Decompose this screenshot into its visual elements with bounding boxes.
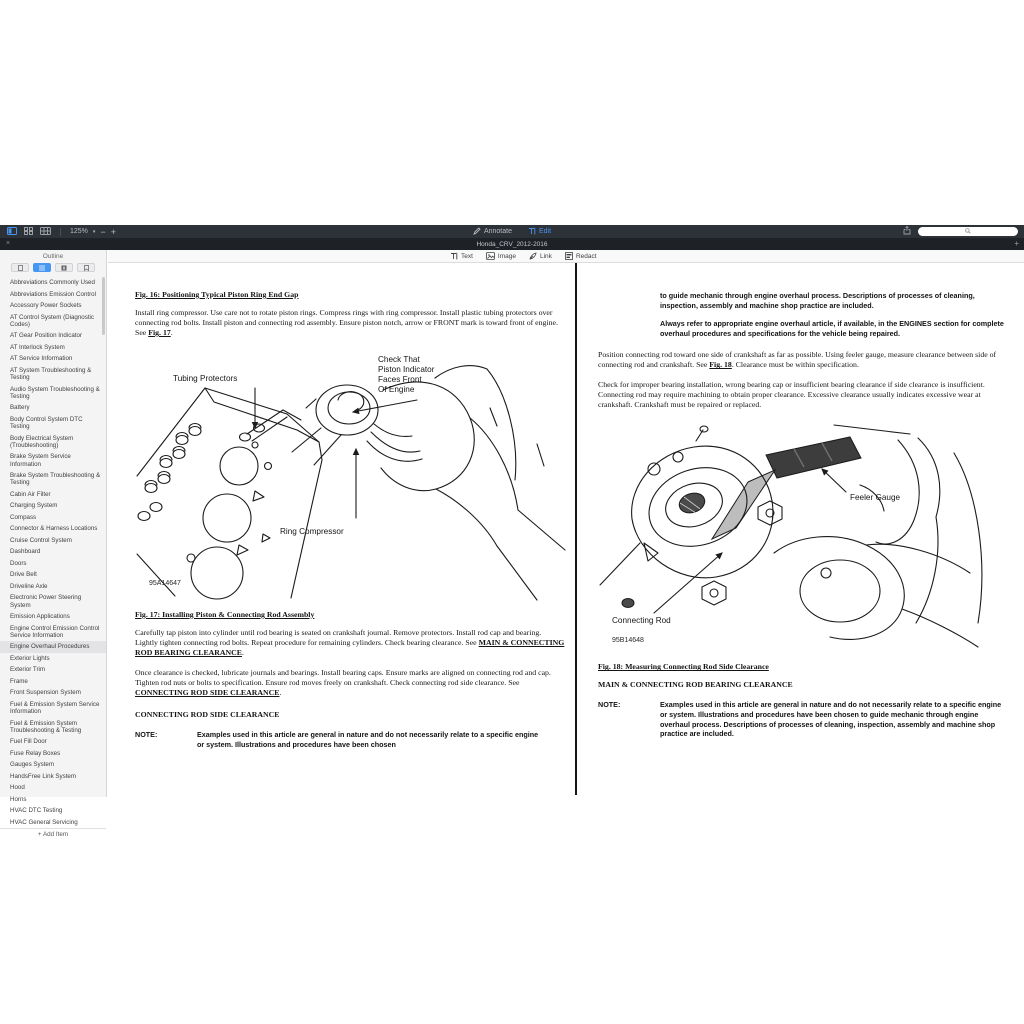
outline-item[interactable]: Brake System Troubleshooting & Testing — [10, 472, 101, 487]
page-right — [598, 291, 1011, 749]
note-text: Examples used in this article are general in nature and do not necessarily relate to a specific engine or system. Illustrations and procedures have been chosen to guide mechanic through engine overhaul process. Descriptions of processes of cleaning, inspection, assembly and machine shop practice are included. — [660, 700, 1002, 739]
outline-item[interactable]: AT Interlock System — [10, 343, 65, 351]
outline-item[interactable]: HVAC General Servicing — [10, 818, 78, 826]
outline-item[interactable]: Engine Control Emission Control Service Information — [10, 624, 100, 639]
fig18-reference-link[interactable]: Fig. 18 — [709, 360, 732, 370]
outline-item[interactable]: HVAC DTC Testing — [10, 807, 63, 815]
paragraph-position-rod: Position connecting rod toward one side of crankshaft as far as possible. Using feeler gauge, measure clearance between side of connecting rod and crankshaft. See Fig. 18. Clearance must be within specification. — [598, 350, 997, 370]
section-heading-main-bearing: MAIN & CONNECTING ROD BEARING CLEARANCE — [598, 680, 793, 690]
tab-bar — [0, 238, 1024, 250]
outline-item[interactable]: Fuel Fill Door — [10, 738, 47, 746]
fig16-label-tubing-protectors: Tubing Protectors — [173, 374, 238, 383]
edit-button[interactable]: Edit — [528, 227, 551, 237]
page-left — [135, 290, 565, 759]
outline-item[interactable]: Abbreviations Emission Control — [10, 290, 96, 298]
document-tab-title[interactable]: Honda_CRV_2012-2016 — [476, 240, 548, 248]
page-divider — [575, 263, 577, 795]
sidebar-scrollbar[interactable] — [102, 277, 105, 335]
link-icon — [529, 252, 537, 262]
add-item-button[interactable]: + Add Item — [0, 828, 106, 840]
note-label: NOTE: — [598, 700, 621, 710]
outline-item[interactable]: Emission Applications — [10, 613, 70, 621]
paragraph-install-compressor: Install ring compressor. Use care not to rotate piston rings. Compress rings with ring compressor. Install plastic tubing protectors over connecting rod bolts. Install piston and connecting rod assembly. Ensure piston notch, arrow or FRONT mark is toward front of engine. See Fig. 17. — [135, 308, 558, 337]
outline-item[interactable]: Audio System Troubleshooting & Testing — [10, 385, 100, 400]
outline-item[interactable]: Cabin Air Filter — [10, 490, 51, 498]
sidebar-list — [0, 275, 106, 828]
redact-icon — [565, 252, 573, 262]
tab-close-button[interactable]: × — [6, 240, 11, 247]
new-tab-button[interactable]: + — [1014, 239, 1019, 248]
outline-item[interactable]: Driveline Axle — [10, 582, 48, 590]
tab-annotations[interactable] — [55, 263, 73, 272]
outline-item[interactable]: Exterior Lights — [10, 654, 50, 662]
fig16-heading[interactable]: Fig. 16: Positioning Typical Piston Ring End Gap — [135, 290, 299, 299]
image-icon — [486, 252, 495, 262]
rod-side-clearance-link[interactable]: CONNECTING ROD SIDE CLEARANCE — [135, 688, 280, 697]
outline-item[interactable]: Cruise Control System — [10, 536, 72, 544]
tab-thumbnails[interactable] — [11, 263, 29, 272]
main-bearing-clearance-link[interactable]: MAIN & CONNECTING ROD BEARING CLEARANCE — [135, 638, 565, 657]
outline-item[interactable]: Gauges System — [10, 761, 55, 769]
image-tool-button[interactable]: Image — [486, 252, 516, 262]
fig16-number: 95A14647 — [149, 580, 181, 587]
outline-item[interactable]: Engine Overhaul Procedures — [0, 641, 106, 652]
tab-bookmarks[interactable] — [77, 263, 95, 272]
pencil-icon — [473, 227, 481, 237]
note-always-refer: Always refer to appropriate engine overhaul article, if available, in the ENGINES section for complete overhaul procedures and specifications for the vehicle being repaired. — [660, 319, 1004, 338]
fig16-label-check-line3: Faces Front — [378, 375, 422, 384]
chevron-down-icon[interactable]: ▾ — [92, 228, 96, 235]
fig16-label-check-line4: Of Engine — [378, 385, 415, 394]
outline-item[interactable]: Doors — [10, 559, 27, 567]
fig17-reference-link[interactable]: Fig. 17 — [148, 328, 171, 337]
outline-item[interactable]: Exterior Trim — [10, 666, 46, 674]
outline-item[interactable]: Brake System Service Information — [10, 453, 71, 468]
fig18-number: 95B14648 — [612, 637, 644, 645]
text-edit-icon — [528, 227, 536, 237]
outline-item[interactable]: HandsFree Link System — [10, 772, 77, 780]
fig16-label-check-line1: Check That — [378, 355, 420, 364]
outline-item[interactable]: Battery — [10, 404, 30, 412]
outline-item[interactable]: Fuel & Emission System Service Information — [10, 700, 100, 716]
fig18-label-feeler-gauge: Feeler Gauge — [850, 493, 901, 503]
outline-item[interactable]: AT System Troubleshooting & Testing — [10, 366, 92, 382]
outline-item[interactable]: Connector & Harness Locations — [10, 525, 98, 533]
outline-item[interactable]: AT Service Information — [10, 355, 73, 363]
fig17-heading[interactable]: Fig. 17: Installing Piston & Connecting Rod Assembly — [135, 610, 315, 619]
outline-item[interactable]: Body Control System DTC Testing — [10, 415, 83, 431]
zoom-out-button[interactable]: − — [100, 226, 106, 237]
paragraph-once-clearance: Once clearance is checked, lubricate journals and bearings. Install bearing caps. Ensure marks are aligned on connecting rod and cap. Tighten rod nuts or bolts to specification. Ensure rod moves freely on crankshaft. Check connecting rod side clearance. See CONNECTING ROD SIDE CLEARANCE. — [135, 668, 551, 697]
outline-item[interactable]: Fuel & Emission System Troubleshooting & Testing — [10, 719, 82, 734]
section-heading-rod-side-clearance: CONNECTING ROD SIDE CLEARANCE — [135, 710, 280, 719]
fig18-illustration — [598, 423, 1011, 648]
fig18-label-connecting-rod: Connecting Rod — [612, 616, 671, 626]
main-toolbar — [0, 225, 1024, 238]
note-text: Examples used in this article are general in nature and do not necessarily relate to a specific engine or system. Illustrations and procedures have been chosen — [197, 730, 539, 749]
outline-item[interactable]: AT Control System (Diagnostic Codes) — [10, 313, 95, 328]
outline-item[interactable]: Fuse Relay Boxes — [10, 749, 61, 757]
outline-item[interactable]: Accessory Power Sockets — [10, 302, 82, 310]
fig16-illustration — [135, 348, 565, 600]
fig18-heading[interactable]: Fig. 18: Measuring Connecting Rod Side Clearance — [598, 662, 769, 672]
note-block-left — [135, 730, 565, 749]
outline-item[interactable]: Abbreviations Commonly Used — [10, 279, 95, 287]
note-label: NOTE: — [135, 730, 158, 739]
note-continuation: to guide mechanic through engine overhaul process. Descriptions of processes of cleaning, inspection, assembly and machine shop practice are included. — [660, 291, 975, 310]
outline-item[interactable]: Charging System — [10, 502, 58, 510]
annotate-button[interactable]: Annotate — [473, 227, 512, 237]
outline-item[interactable]: Body Electrical System (Troubleshooting) — [10, 434, 74, 449]
outline-item[interactable]: Drive Belt — [10, 571, 37, 579]
outline-item[interactable]: Compass — [10, 513, 37, 521]
redact-tool-button[interactable]: Redact — [565, 252, 597, 262]
edit-toolbar — [108, 250, 1024, 263]
tab-outline[interactable] — [33, 263, 51, 272]
fig16-label-check-line2: Piston Indicator — [378, 365, 435, 374]
sidebar-title: Outline — [42, 253, 64, 260]
paragraph-tap-piston: Carefully tap piston into cylinder until rod bearing is seated on crankshaft journal. Remove protectors. Install rod cap and bearing. Lightly tighten connecting rod bolts. Repeat procedure for remaining cylinders. Check bearing clearance. See MAIN & CONNECTING ROD BEARING CLEARANCE. — [135, 628, 565, 657]
outline-item[interactable]: Dashboard — [10, 548, 41, 556]
fig16-label-ring-compressor: Ring Compressor — [280, 527, 344, 536]
outline-item[interactable]: AT Gear Position Indicator — [10, 332, 82, 340]
link-tool-button[interactable]: Link — [529, 252, 552, 262]
zoom-in-button[interactable]: + — [110, 226, 116, 237]
text-tool-icon — [450, 252, 458, 262]
sidebar — [0, 250, 107, 839]
zoom-level[interactable]: 125% — [70, 228, 88, 235]
outline-item[interactable]: Horns — [10, 795, 27, 803]
outline-item[interactable]: Frame — [10, 677, 28, 685]
note-block-right — [598, 700, 1011, 738]
outline-item[interactable]: Electronic Power Steering System — [10, 594, 82, 609]
sidebar-view-tabs — [0, 262, 106, 275]
outline-item[interactable]: Hood — [10, 784, 25, 792]
text-tool-button[interactable]: Text — [450, 252, 473, 262]
outline-item[interactable]: Front Suspension System — [10, 689, 81, 697]
paragraph-check-bearing: Check for improper bearing installation, wrong bearing cap or insufficient bearing clearance if side clearance is insufficient. Connecting rod may require machining to obtain proper clearance. Excessive clearance usually indicates excessive wear at crankshaft. Crankshaft must be repaired or replaced. — [598, 380, 985, 410]
